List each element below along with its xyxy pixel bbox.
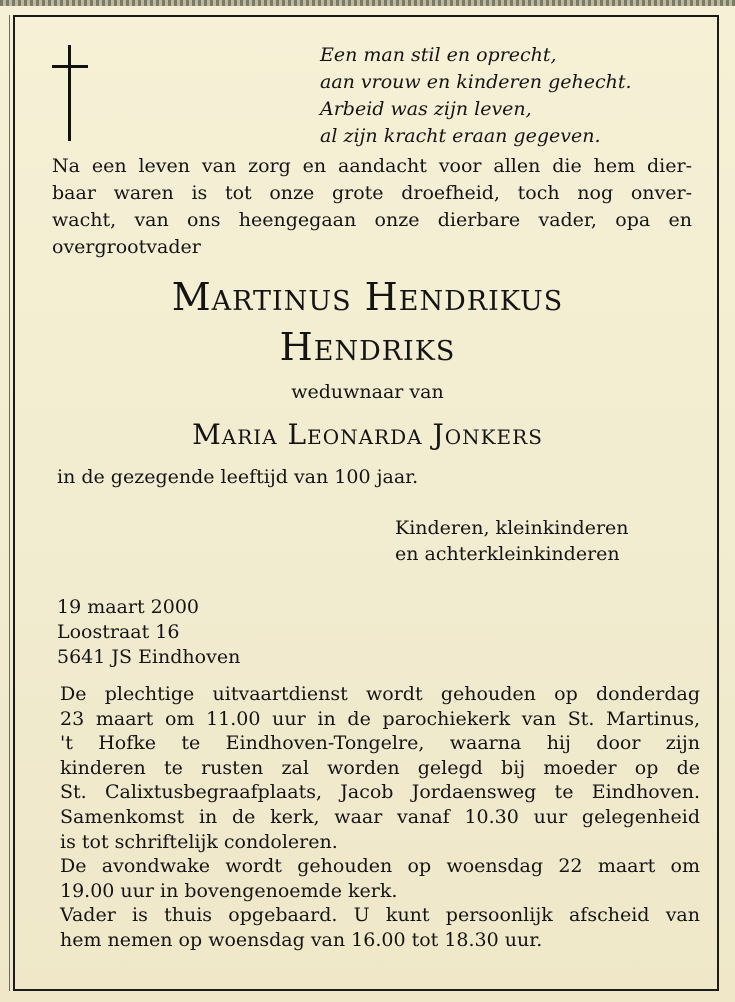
body-line: Vader is thuis opgebaard. U kunt persoonlijk afscheid van (60, 904, 700, 927)
poem-line: al zijn kracht eraan gegeven. (320, 125, 601, 147)
intro-line: Na een leven van zorg en aandacht voor allen die hem dier- (52, 155, 692, 177)
body-line: kinderen te rusten zal worden gelegd bij moeder op de (60, 756, 700, 779)
intro-paragraph (52, 153, 692, 261)
widower-text: weduwnaar van (291, 381, 444, 403)
family-signature (395, 515, 629, 567)
intro-line: baar waren is tot onze grote droefheid, toch nog onver- (52, 182, 692, 204)
body-line: 't Hofke te Eindhoven-Tongelre, waarna hij door zijn (60, 732, 700, 755)
address-block (57, 595, 240, 670)
body-line: 19.00 uur in bovengenoemde kerk. (60, 879, 398, 902)
body-line: De avondwake wordt gehouden op woensdag 22 maart om (60, 855, 700, 878)
column-rule (9, 15, 10, 991)
intro-line: overgrootvader (52, 236, 201, 258)
memorial-poem (320, 42, 632, 150)
body-line: is tot schriftelijk condoleren. (60, 830, 338, 853)
cross-icon (52, 45, 88, 141)
intro-line: wacht, van ons heengegaan onze dierbare vader, opa en (52, 209, 692, 231)
body-line: Samenkomst in de kerk, waar vanaf 10.30 uur gelegenheid (60, 805, 700, 828)
cross-vertical-bar (68, 45, 71, 141)
body-line: St. Calixtusbegraafplaats, Jacob Jordaensweg te Eindhoven. (60, 781, 700, 804)
cross-horizontal-bar (52, 65, 88, 68)
poem-line: Arbeid was zijn leven, (320, 98, 532, 120)
page-top-edge (0, 0, 735, 6)
body-line: De plechtige uitvaartdienst wordt gehouden op donderdag (60, 683, 700, 705)
family-line: Kinderen, kleinkinderen (395, 517, 629, 539)
body-line: hem nemen op woensdag van 16.00 tot 18.30 uur. (60, 928, 543, 951)
poem-line: Een man stil en oprecht, (320, 44, 557, 66)
funeral-details (60, 682, 700, 953)
notice-date: 19 maart 2000 (57, 596, 199, 618)
spouse-name: Maria Leonarda Jonkers (192, 418, 543, 451)
deceased-name-line1: Martinus Hendrikus (171, 275, 564, 319)
deceased-name-line2: Hendriks (279, 325, 456, 369)
poem-line: aan vrouw en kinderen gehecht. (320, 71, 632, 93)
age-text: in de gezegende leeftijd van 100 jaar. (57, 466, 419, 488)
family-line: en achterkleinkinderen (395, 543, 620, 565)
postal-city: 5641 JS Eindhoven (57, 646, 241, 668)
body-line: 23 maart om 11.00 uur in de parochiekerk van St. Martinus, (60, 707, 700, 730)
street-address: Loostraat 16 (57, 621, 180, 643)
